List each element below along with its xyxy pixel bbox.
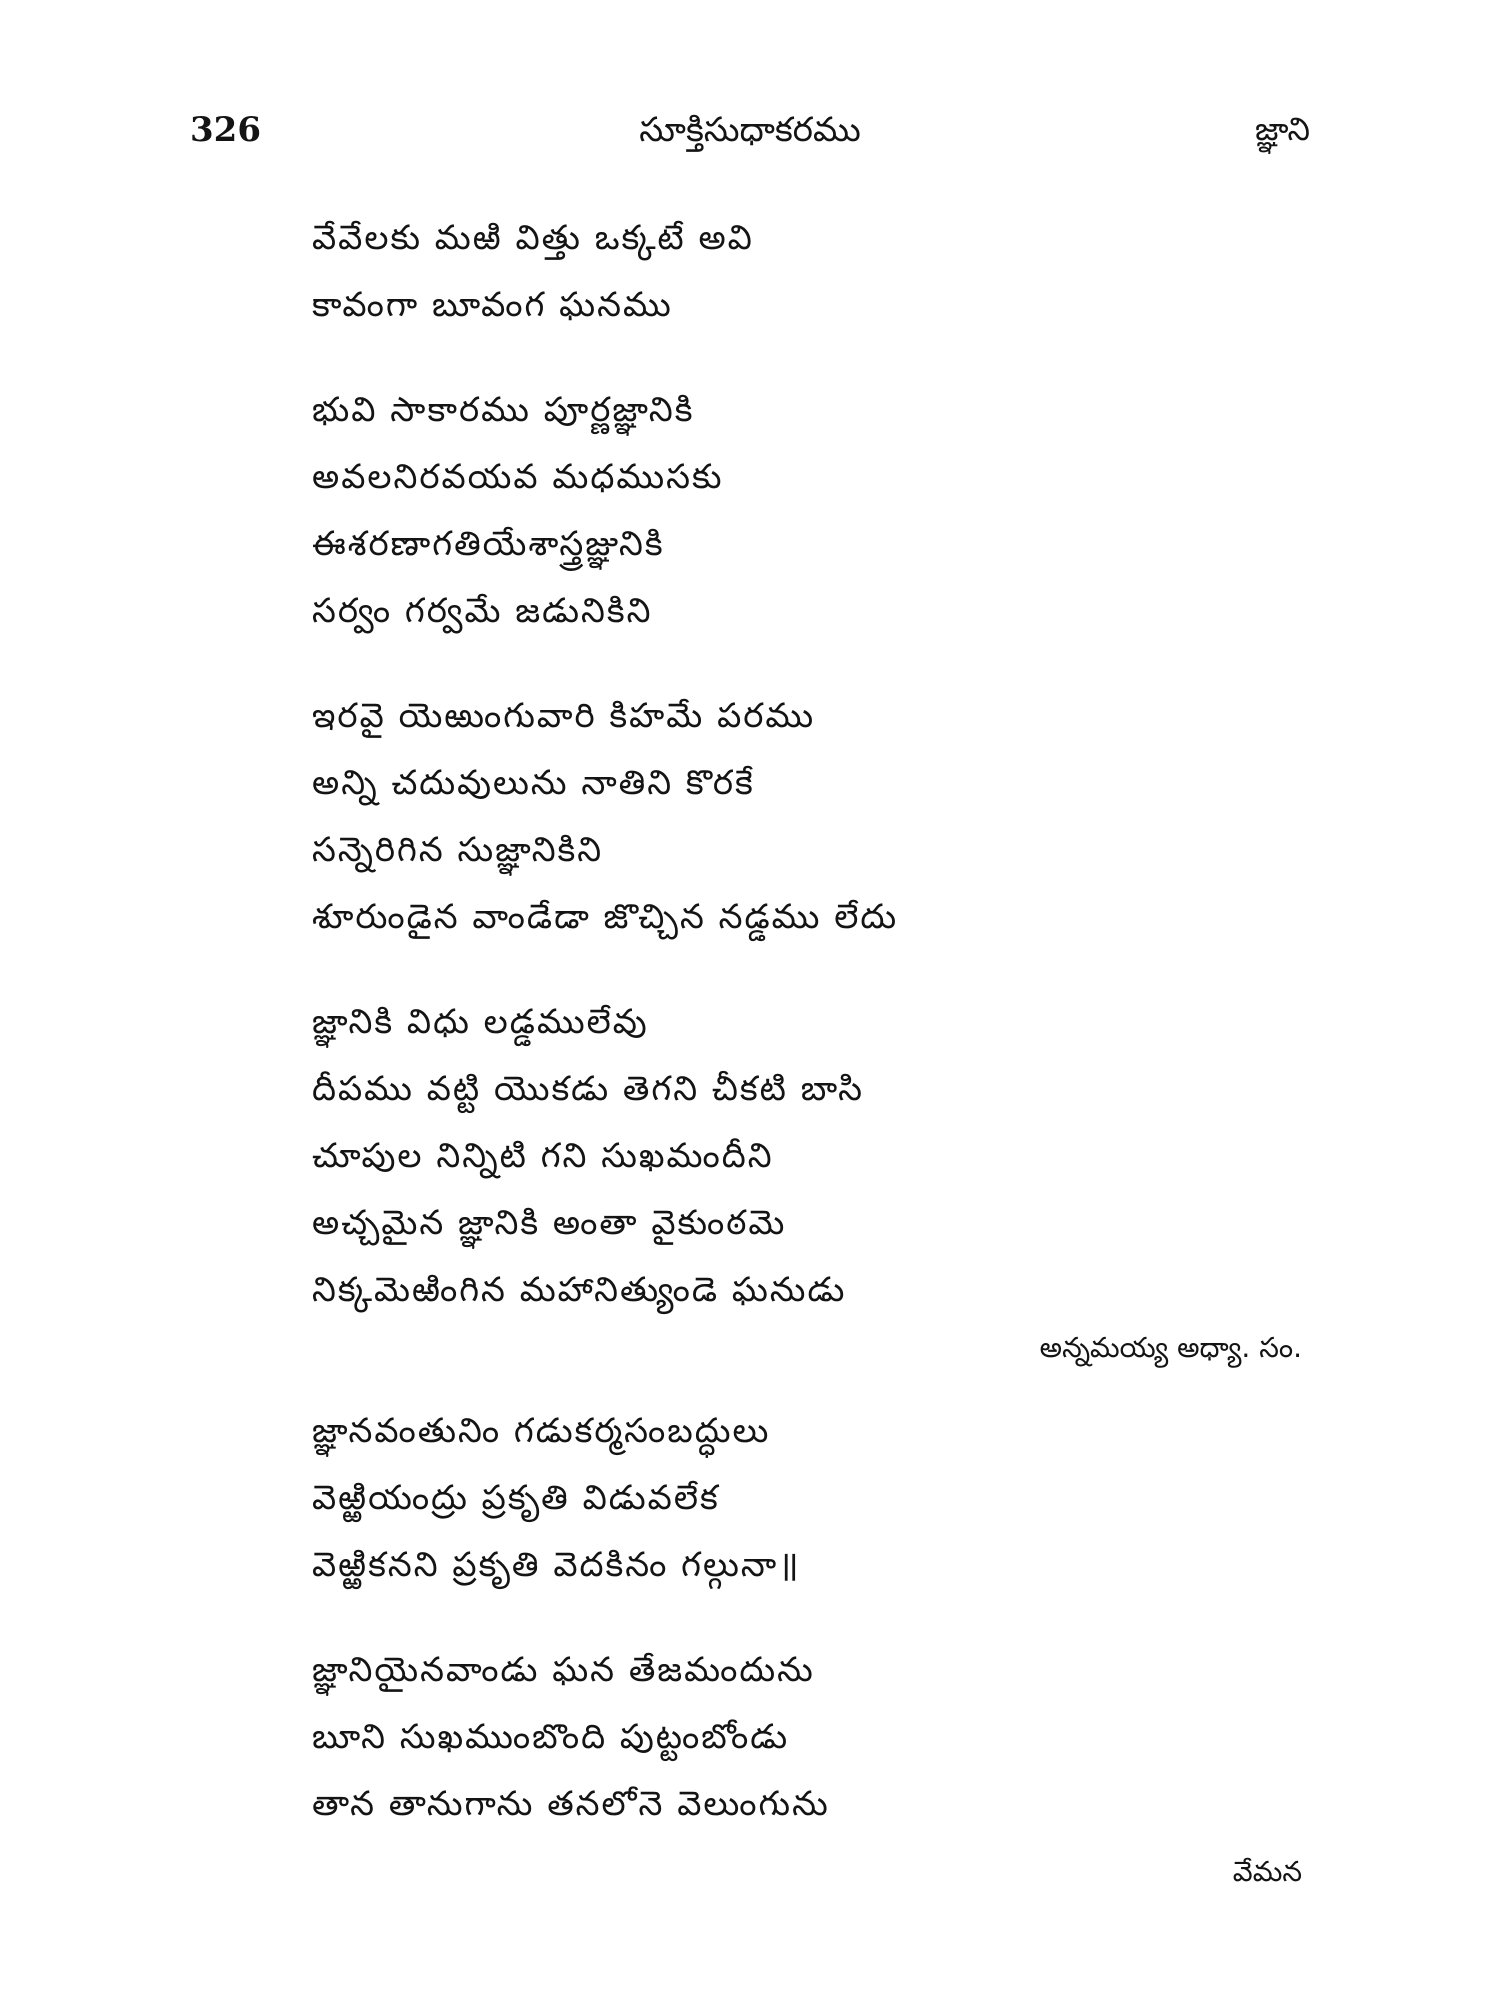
verse-line: జ్ఞానవంతునిం గడుకర్మసంబద్ధులు <box>312 1411 771 1451</box>
poem-body <box>312 205 1312 1892</box>
verse-line: ఈశరణాగతియేశాస్త్రజ్ఞునికి <box>312 524 665 564</box>
verse-line: అన్ని చదువులును నాతిని కొరకే <box>312 763 755 803</box>
verse-line: చూపుల నిన్నిటి గని సుఖమందీని <box>312 1136 774 1176</box>
verse-line: అవలనిరవయవ మధముసకు <box>312 457 724 497</box>
attribution: అన్నమయ్య అధ్యా. సం. <box>1039 1331 1302 1364</box>
stanza-6 <box>312 1637 1312 1892</box>
verse-line: వేవేలకు మఱి విత్తు ఒక్కటే అవి <box>312 218 754 258</box>
verse-line: భువి సాకారము పూర్ణజ్ఞానికి <box>312 390 695 430</box>
stanza-4 <box>312 989 1312 1368</box>
stanza-1 <box>312 205 1312 339</box>
section-word: జ్ఞాని <box>1255 110 1310 148</box>
stanza-5 <box>312 1398 1312 1599</box>
verse-line: అచ్చమైన జ్ఞానికి అంతా వైకుంఠమె <box>312 1203 787 1243</box>
attribution: వేమన <box>1232 1855 1302 1888</box>
page-header <box>190 110 1310 160</box>
stanza-2 <box>312 377 1312 645</box>
verse-line: సన్నెరిగిన సుజ్ఞానికిని <box>312 830 604 870</box>
verse-line: బూని సుఖముంబొంది పుట్టంబోండు <box>312 1717 790 1757</box>
page-number: 326 <box>190 110 261 150</box>
verse-line: జ్ఞానికి విధు లడ్డములేవు <box>312 1002 649 1042</box>
running-title: సూక్తిసుధాకరము <box>639 110 861 150</box>
verse-line: కావంగా బూవంగ ఘనము <box>312 285 673 325</box>
stanza-3 <box>312 683 1312 951</box>
verse-line: వెఱ్ఱికనని ప్రకృతి వెదకినం గల్గునా॥ <box>312 1545 801 1585</box>
verse-line: సర్వం గర్వమే జడునికిని <box>312 591 653 631</box>
verse-line: వెఱ్ఱియంద్రు ప్రకృతి విడువలేక <box>312 1478 720 1518</box>
verse-line: దీపము వట్టి యొకడు తెగని చీకటి బాసి <box>312 1069 864 1109</box>
verse-line: నిక్కమెఱింగిన మహానిత్యుండె ఘనుడు <box>312 1270 847 1310</box>
verse-line: ఇరవై యెఱుంగువారి కిహమే పరము <box>312 696 816 736</box>
verse-line: జ్ఞానియైనవాండు ఘన తేజమందును <box>312 1650 815 1690</box>
verse-line: శూరుండైన వాండేడా జొచ్చిన నడ్డము లేదు <box>312 897 899 937</box>
verse-line: తాన తానుగాను తనలోనె వెలుంగును <box>312 1784 830 1824</box>
